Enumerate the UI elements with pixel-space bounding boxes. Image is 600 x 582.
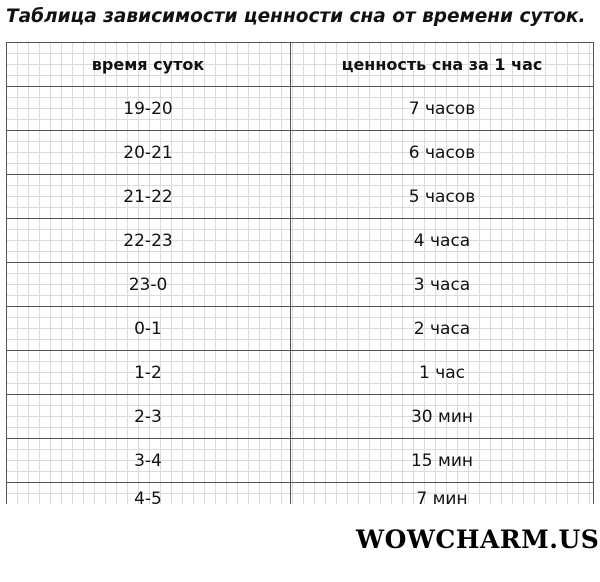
time-cell: 0-1 [134,319,162,339]
value-cell: 4 часа [413,231,471,251]
time-cell: 4-5 [134,489,162,504]
sleep-value-table [6,42,594,504]
header-time-of-day: время суток [91,55,205,74]
header-sleep-value: ценность сна за 1 час [341,55,543,74]
value-cell: 5 часов [408,187,476,207]
table-row [6,350,594,395]
table-row [6,306,594,351]
value-cell: 6 часов [408,143,476,163]
time-cell: 21-22 [123,187,173,207]
value-cell: 1 час [418,363,466,383]
time-cell: 3-4 [134,451,162,471]
table-row [6,262,594,307]
value-cell: 3 часа [413,275,471,295]
table-header-row [6,42,594,87]
table-row [6,174,594,219]
time-cell: 1-2 [134,363,162,383]
table-row [6,130,594,175]
table-row [6,482,594,504]
page-title: Таблица зависимости ценности сна от времени суток. [6,6,586,27]
table-row [6,218,594,263]
table-row [6,394,594,439]
table-row [6,86,594,131]
time-cell: 22-23 [123,231,173,251]
value-cell: 7 часов [408,99,476,119]
value-cell: 30 мин [410,407,474,427]
watermark: WOWCHARM.US [356,525,600,554]
time-cell: 2-3 [134,407,162,427]
value-cell: 7 мин [416,489,468,504]
value-cell: 15 мин [410,451,474,471]
value-cell: 2 часа [413,319,471,339]
time-cell: 19-20 [123,99,173,119]
time-cell: 23-0 [128,275,168,295]
time-cell: 20-21 [123,143,173,163]
